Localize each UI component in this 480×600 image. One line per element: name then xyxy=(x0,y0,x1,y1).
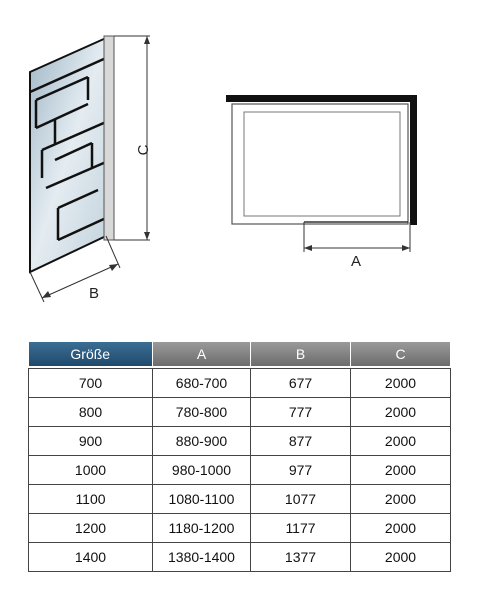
side-wall xyxy=(410,95,417,225)
cell-b: 1177 xyxy=(251,514,351,543)
header-a: A xyxy=(153,342,251,366)
cell-b: 1077 xyxy=(251,485,351,514)
size-table xyxy=(28,342,451,572)
cell-c: 2000 xyxy=(351,485,451,514)
cell-c: 2000 xyxy=(351,456,451,485)
cell-a: 680-700 xyxy=(153,369,251,398)
dimension-label-b: B xyxy=(88,285,100,302)
glass-panel-perspective xyxy=(30,36,114,272)
cell-size: 800 xyxy=(29,398,153,427)
cell-size: 1400 xyxy=(29,543,153,572)
table-header-row xyxy=(29,342,451,366)
outer-frame xyxy=(232,104,408,224)
cell-a: 880-900 xyxy=(153,427,251,456)
cell-c: 2000 xyxy=(351,369,451,398)
cell-c: 2000 xyxy=(351,514,451,543)
dimension-label-c: C xyxy=(135,144,152,156)
header-c: C xyxy=(351,342,451,366)
cell-size: 1200 xyxy=(29,514,153,543)
cell-b: 877 xyxy=(251,427,351,456)
cell-a: 1380-1400 xyxy=(153,543,251,572)
table-row xyxy=(29,398,451,427)
top-wall xyxy=(226,95,416,102)
cell-a: 1180-1200 xyxy=(153,514,251,543)
dimension-c xyxy=(114,36,150,240)
cell-b: 777 xyxy=(251,398,351,427)
cell-size: 1000 xyxy=(29,456,153,485)
cell-a: 1080-1100 xyxy=(153,485,251,514)
cell-a: 780-800 xyxy=(153,398,251,427)
cell-b: 1377 xyxy=(251,543,351,572)
cell-size: 700 xyxy=(29,369,153,398)
header-b: B xyxy=(251,342,351,366)
cell-a: 980-1000 xyxy=(153,456,251,485)
dimension-label-a: A xyxy=(350,253,362,270)
table-row xyxy=(29,456,451,485)
cell-c: 2000 xyxy=(351,398,451,427)
table-row xyxy=(29,427,451,456)
table-row xyxy=(29,485,451,514)
table-row xyxy=(29,514,451,543)
header-size: Größe xyxy=(29,342,153,366)
table-row xyxy=(29,369,451,398)
wall-profile xyxy=(104,36,114,240)
cell-size: 1100 xyxy=(29,485,153,514)
cell-c: 2000 xyxy=(351,543,451,572)
table-row xyxy=(29,543,451,572)
cell-b: 977 xyxy=(251,456,351,485)
dimension-a xyxy=(304,222,410,252)
cell-size: 900 xyxy=(29,427,153,456)
cell-b: 677 xyxy=(251,369,351,398)
top-view-frame xyxy=(226,95,417,225)
cell-c: 2000 xyxy=(351,427,451,456)
